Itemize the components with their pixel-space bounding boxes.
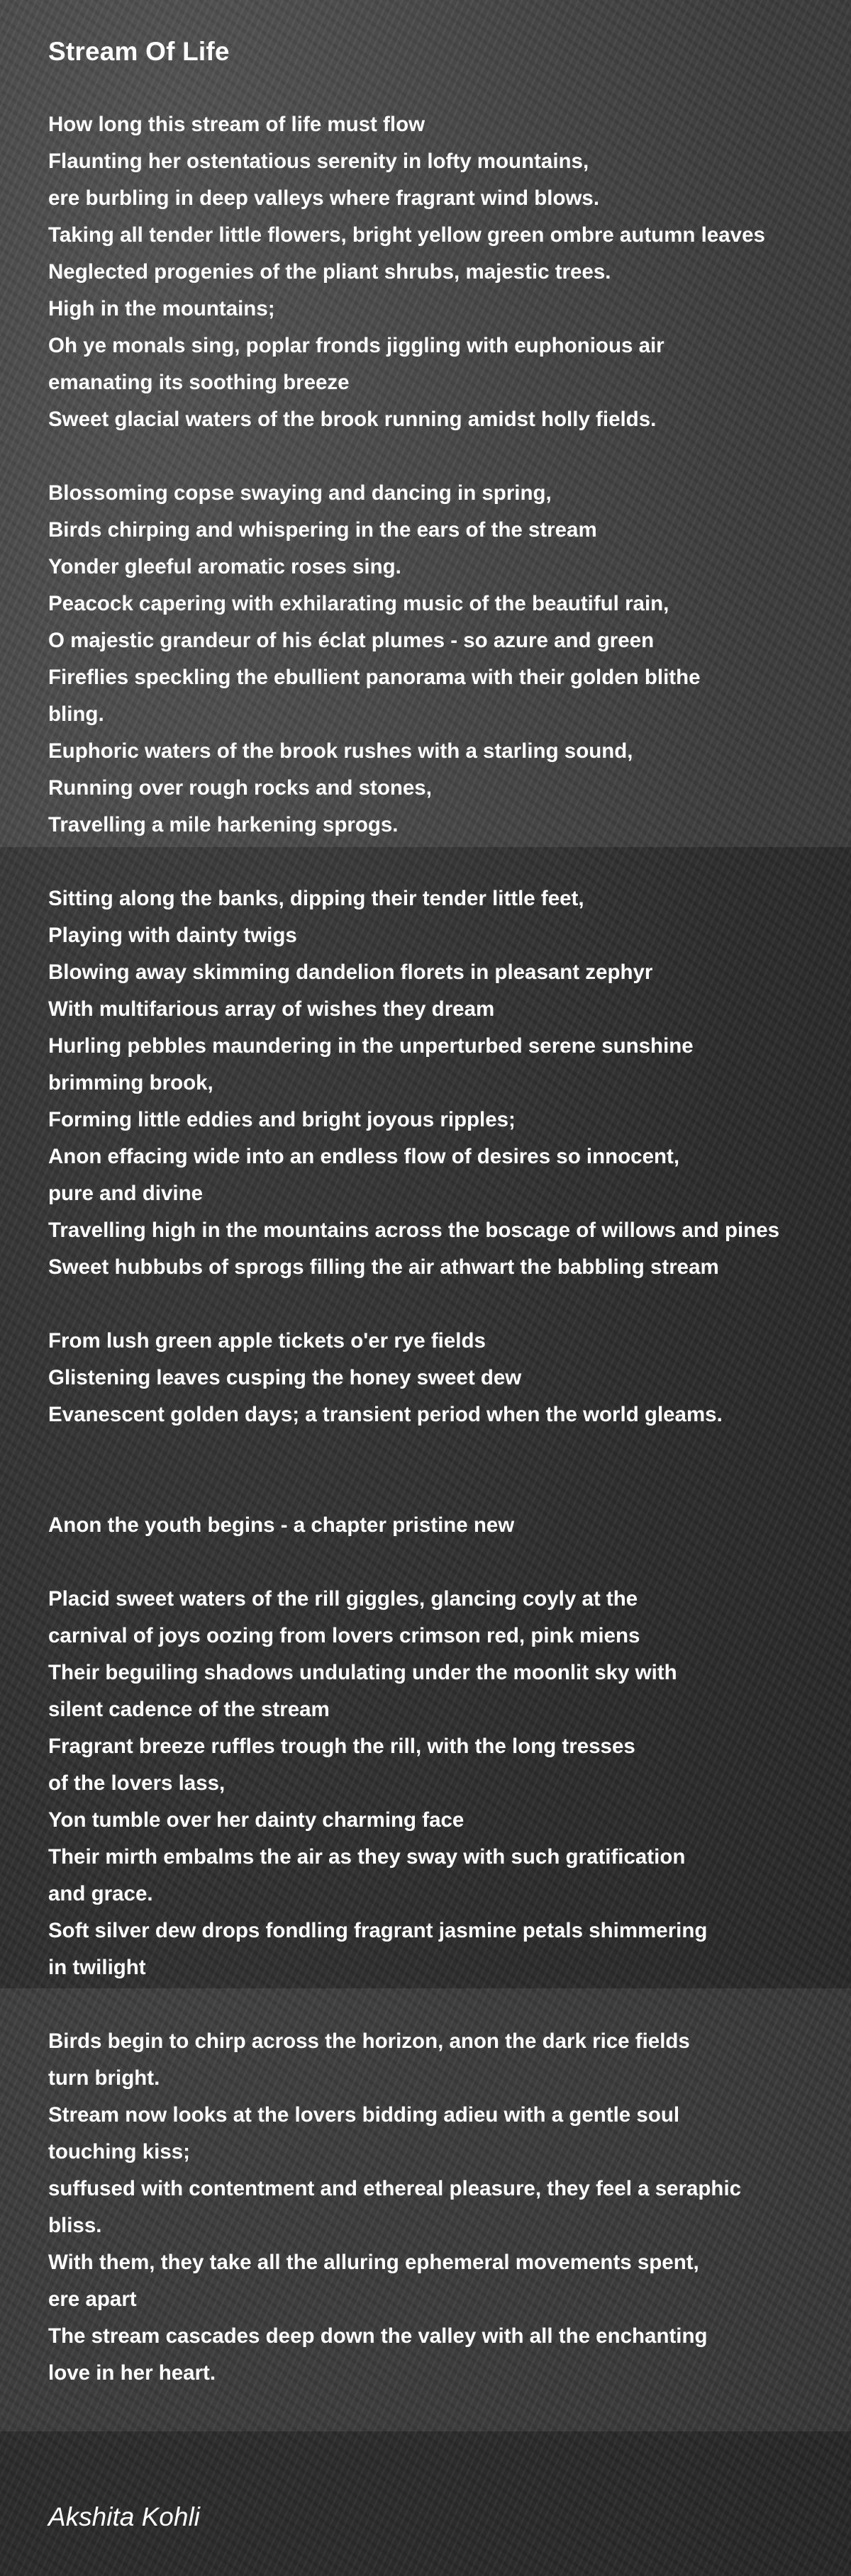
poem-line: The stream cascades deep down the valley with all the enchanting: [48, 2324, 708, 2348]
poem-line: touching kiss;: [48, 2140, 190, 2163]
stanza: [48, 2023, 842, 2392]
poem-line: Yon tumble over her dainty charming face: [48, 1808, 465, 1832]
poem-line: and grace.: [48, 1882, 153, 1905]
stanza: [48, 880, 842, 1286]
stanza-gap: [48, 844, 842, 880]
poem-line: carnival of joys oozing from lovers crimson red, pink miens: [48, 1624, 640, 1647]
stanza: [48, 475, 842, 844]
poem-line: Forming little eddies and bright joyous ripples;: [48, 1108, 516, 1131]
poem-line: ere burbling in deep valleys where fragrant wind blows.: [48, 186, 600, 210]
poem-line: Stream now looks at the lovers bidding adieu with a gentle soul: [48, 2103, 680, 2127]
poem-line: Glistening leaves cusping the honey sweet dew: [48, 1366, 522, 1389]
poem-line: Neglected progenies of the pliant shrubs, majestic trees.: [48, 260, 611, 284]
poem-line: Yonder gleeful aromatic roses sing.: [48, 555, 401, 578]
poem-line: ere apart: [48, 2287, 137, 2311]
poem-line: How long this stream of life must flow: [48, 113, 425, 136]
poem-line: With multifarious array of wishes they dream: [48, 997, 495, 1021]
poem-line: With them, they take all the alluring ephemeral movements spent,: [48, 2251, 699, 2274]
poem-line: Birds begin to chirp across the horizon, anon the dark rice fields: [48, 2029, 690, 2053]
stanza-gap: [48, 1986, 842, 2023]
poem-line: love in her heart.: [48, 2361, 216, 2385]
poem-body: [48, 106, 842, 2392]
poem-line: silent cadence of the stream: [48, 1698, 330, 1721]
poem-line: High in the mountains;: [48, 297, 275, 320]
poem-line: From lush green apple tickets o'er rye fields: [48, 1329, 486, 1353]
poem-line: Flaunting her ostentatious serenity in lofty mountains,: [48, 150, 589, 173]
poem-line: Their mirth embalms the air as they sway with such gratification: [48, 1845, 686, 1869]
poem-line: O majestic grandeur of his éclat plumes - so azure and green: [48, 629, 655, 652]
poem-line: in twilight: [48, 1956, 146, 1979]
poem-line: Their beguiling shadows undulating under the moonlit sky with: [48, 1661, 677, 1684]
poem-line: pure and divine: [48, 1182, 204, 1205]
poem-line: brimming brook,: [48, 1071, 213, 1094]
poem-line: Travelling a mile harkening sprogs.: [48, 813, 399, 836]
poem-line: Birds chirping and whispering in the ears of the stream: [48, 518, 597, 542]
poem-line: Anon the youth begins - a chapter pristine new: [48, 1513, 515, 1537]
stanza-gap: [48, 1470, 842, 1507]
author-name[interactable]: Akshita Kohli: [48, 2502, 200, 2531]
poem-line: turn bright.: [48, 2066, 160, 2090]
stanza: [48, 1323, 842, 1433]
poem-line: Sweet glacial waters of the brook running amidst holly fields.: [48, 408, 657, 431]
poem-line: bling.: [48, 702, 104, 726]
poem-line: Hurling pebbles maundering in the unperturbed serene sunshine: [48, 1034, 694, 1058]
poem-line: Blowing away skimming dandelion florets in pleasant zephyr: [48, 961, 653, 984]
poem-line: Fireflies speckling the ebullient panorama with their golden blithe: [48, 666, 701, 689]
poem-line: Placid sweet waters of the rill giggles, glancing coyly at the: [48, 1587, 638, 1611]
poem-line: Fragrant breeze ruffles trough the rill, with the long tresses: [48, 1735, 635, 1758]
poem-line: Soft silver dew drops fondling fragrant jasmine petals shimmering: [48, 1919, 708, 1942]
poem-line: Anon effacing wide into an endless flow of desires so innocent,: [48, 1145, 680, 1168]
poem-line: Running over rough rocks and stones,: [48, 776, 432, 800]
poem-line: Travelling high in the mountains across the boscage of willows and pines: [48, 1219, 780, 1242]
poem-line: Taking all tender little flowers, bright yellow green ombre autumn leaves: [48, 223, 765, 247]
poem-line: Euphoric waters of the brook rushes with a starling sound,: [48, 739, 633, 763]
poem-line: bliss.: [48, 2214, 102, 2237]
poem-line: Sweet hubbubs of sprogs filling the air athwart the babbling stream: [48, 1255, 719, 1279]
poem-line: suffused with contentment and ethereal pleasure, they feel a seraphic: [48, 2177, 742, 2200]
stanza-gap: [48, 1286, 842, 1323]
poem-line: Evanescent golden days; a transient period when the world gleams.: [48, 1403, 723, 1426]
poem-title: Stream Of Life: [48, 37, 230, 66]
stanza: [48, 1507, 842, 1544]
poem-line: of the lovers lass,: [48, 1771, 226, 1795]
stanza-gap: [48, 438, 842, 475]
stanza: [48, 1581, 842, 1986]
poem-line: Oh ye monals sing, poplar fronds jiggling with euphonious air: [48, 334, 664, 357]
poem-line: emanating its soothing breeze: [48, 371, 350, 394]
poem-line: Sitting along the banks, dipping their tender little feet,: [48, 887, 584, 910]
poem-line: Playing with dainty twigs: [48, 924, 297, 947]
stanza-gap: [48, 1433, 842, 1470]
stanza: [48, 106, 842, 438]
stanza-gap: [48, 1544, 842, 1581]
poem-line: Blossoming copse swaying and dancing in spring,: [48, 481, 552, 505]
poem-line: Peacock capering with exhilarating music of the beautiful rain,: [48, 592, 669, 615]
